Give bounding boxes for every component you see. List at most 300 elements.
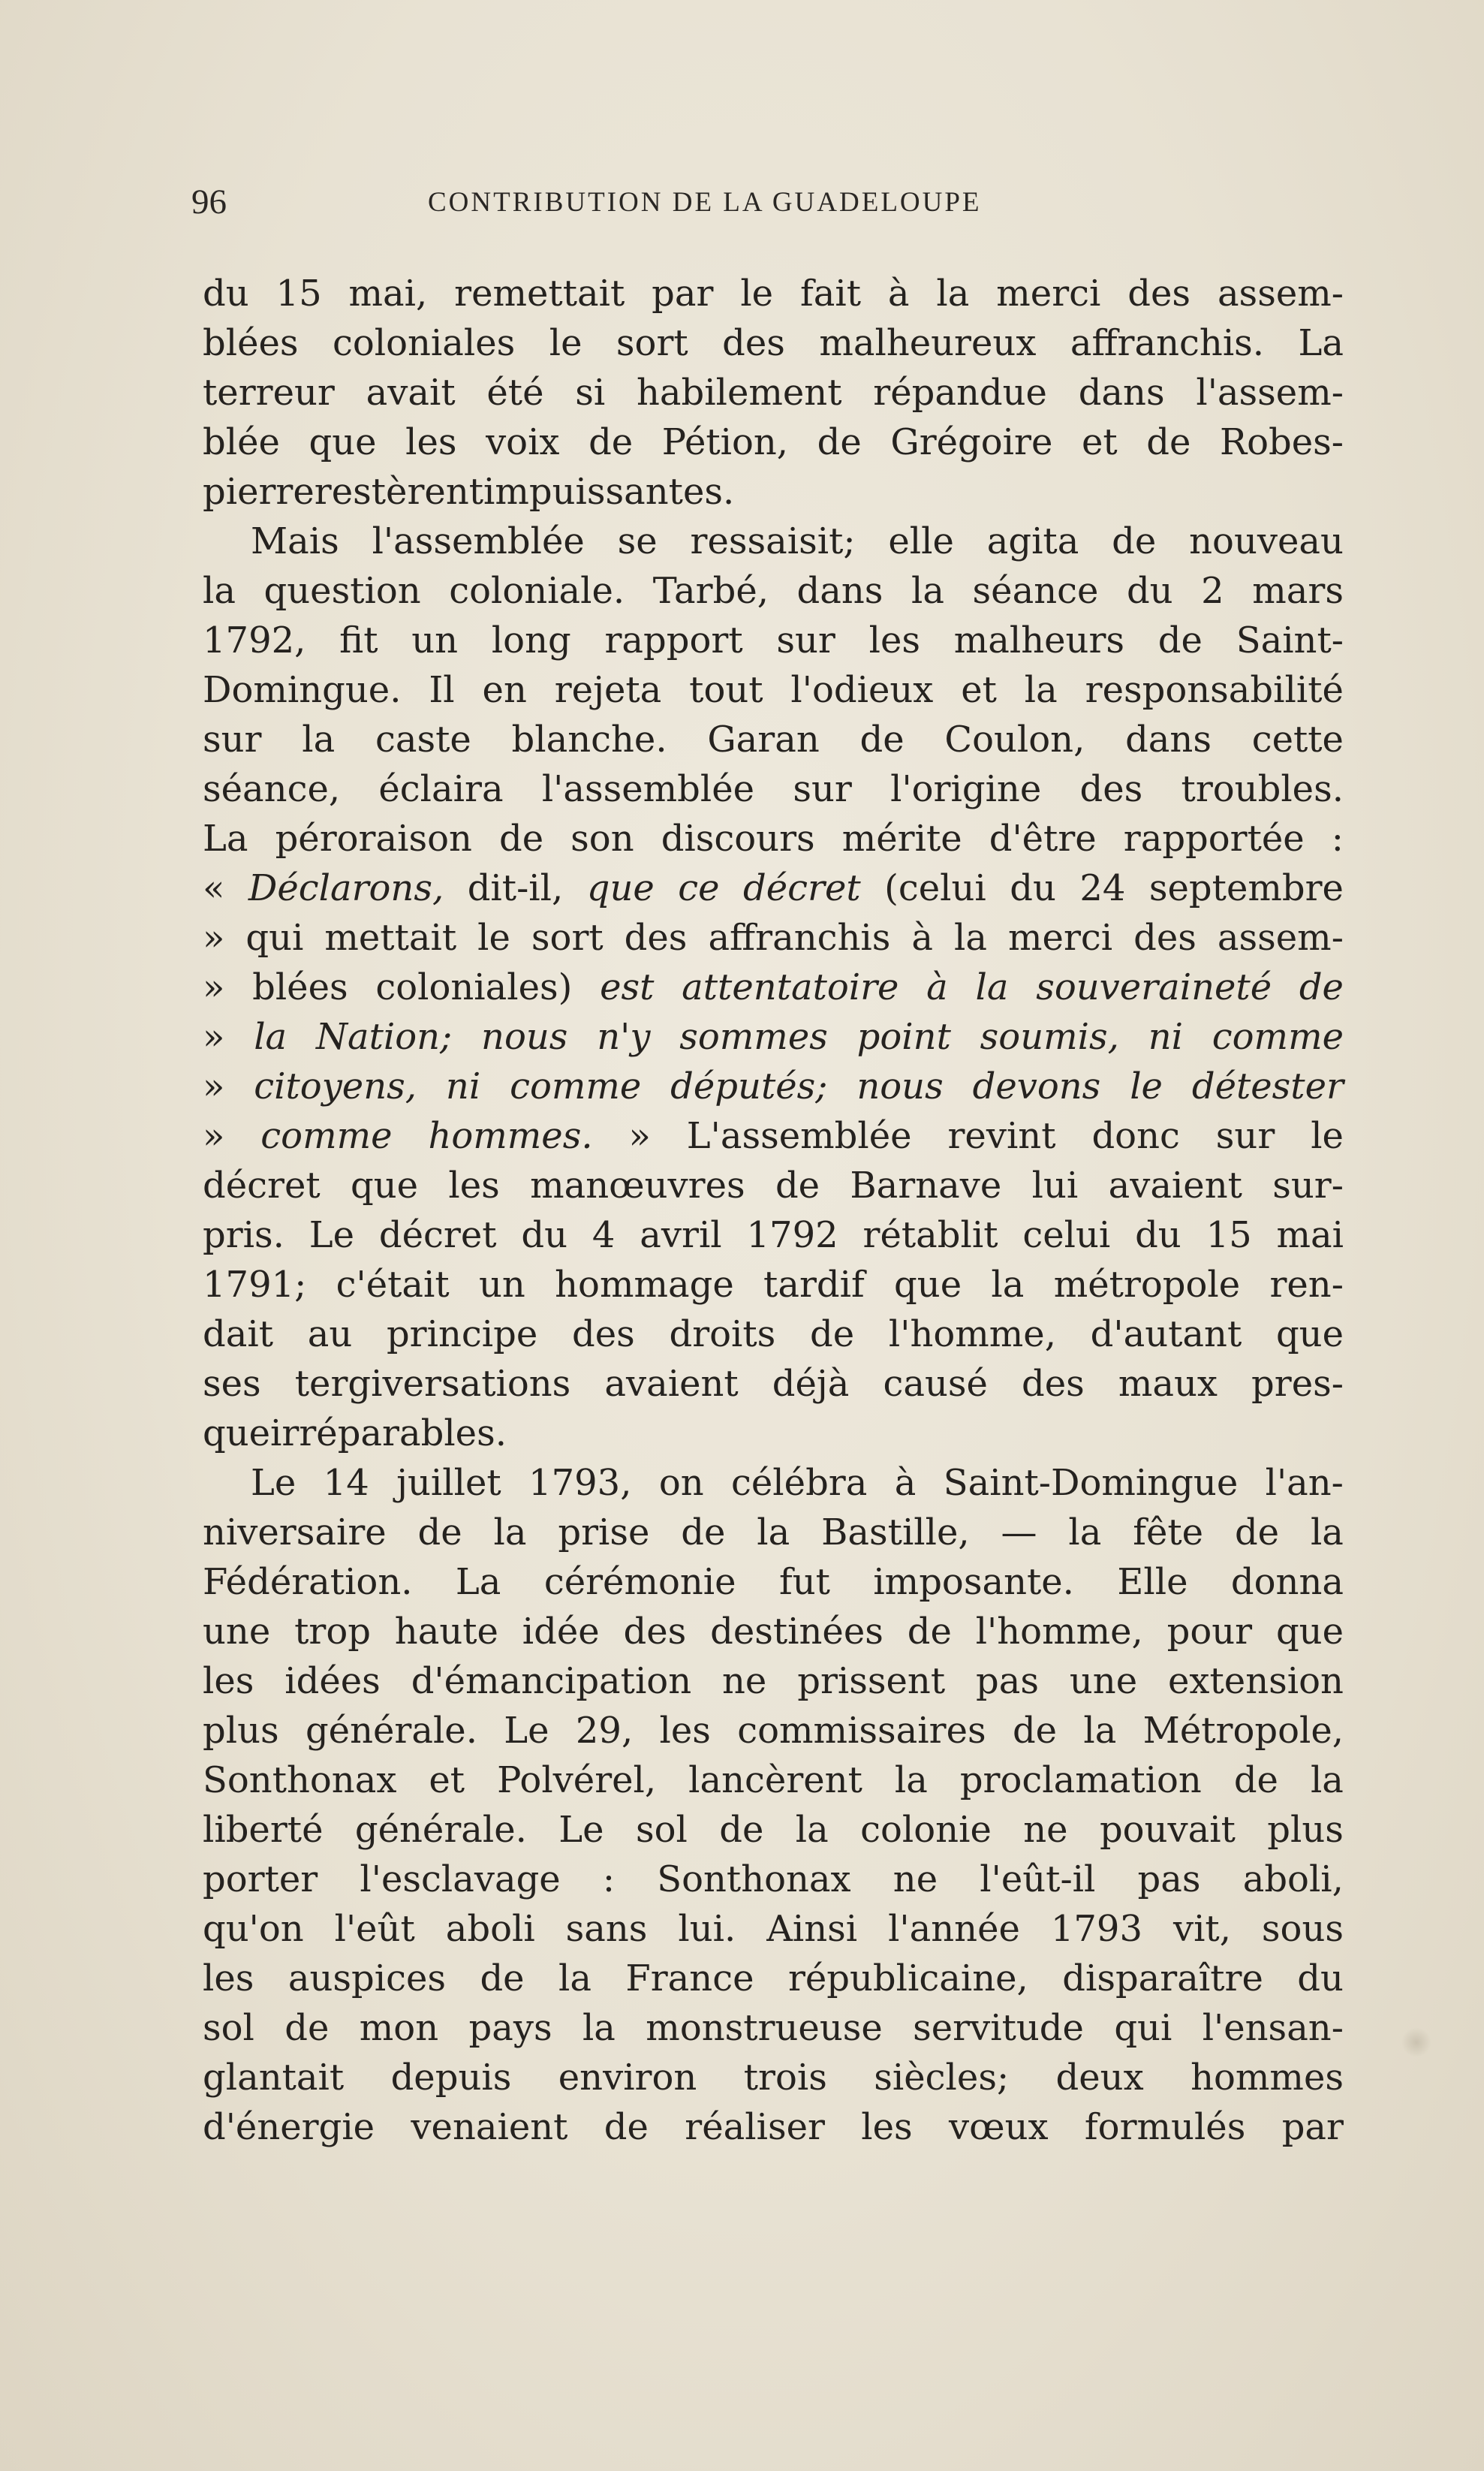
- word: comme: [510, 1065, 642, 1107]
- word: de: [604, 2106, 649, 2148]
- word: soumis,: [980, 1016, 1119, 1058]
- word: 29,: [575, 1710, 634, 1752]
- word: de: [719, 1809, 764, 1851]
- word: de: [284, 2007, 330, 2049]
- word: proclamation: [959, 1759, 1202, 1801]
- word: Elle: [1117, 1561, 1188, 1603]
- word: Mais: [251, 520, 339, 562]
- word: ne: [1023, 1809, 1068, 1851]
- word: plus: [1267, 1809, 1344, 1851]
- word: maux: [1118, 1363, 1218, 1405]
- word: d'émancipation: [411, 1660, 692, 1702]
- word: sol: [203, 2007, 254, 2049]
- word: Il: [429, 669, 455, 711]
- word: Domingue.: [203, 669, 402, 711]
- word: dit-il,: [467, 867, 564, 909]
- word: célébra: [731, 1462, 868, 1504]
- word: attentatoire: [682, 966, 899, 1008]
- word: fête: [1133, 1511, 1204, 1553]
- word: pas: [1137, 1858, 1201, 1900]
- word: Bastille,: [821, 1511, 970, 1553]
- word: 1792: [746, 1214, 838, 1256]
- word: ren-: [1269, 1264, 1344, 1306]
- word: de: [480, 1957, 525, 1999]
- word: la: [894, 1759, 928, 1801]
- word: point: [856, 1016, 951, 1058]
- word: coloniale.: [449, 570, 625, 612]
- text-line: [203, 2003, 1344, 2053]
- word: le: [477, 917, 510, 959]
- text-line: [203, 269, 1344, 318]
- word: coloniales: [332, 322, 516, 364]
- word: les: [405, 421, 457, 463]
- word: la: [911, 570, 944, 612]
- word: souveraineté: [1036, 966, 1272, 1008]
- word: 14: [323, 1462, 369, 1504]
- word: terreur: [203, 372, 335, 414]
- word: de: [1233, 1759, 1278, 1801]
- text-line: [203, 1557, 1344, 1607]
- word: nouveau: [1189, 520, 1344, 562]
- word: 1793,: [528, 1462, 632, 1504]
- word: de: [498, 818, 544, 860]
- word: la: [203, 570, 236, 612]
- text-line: [203, 1012, 1344, 1062]
- word: Le: [558, 1809, 604, 1851]
- word: coloniales): [375, 966, 573, 1008]
- word: assem-: [1217, 917, 1344, 959]
- word: comme: [260, 1115, 393, 1157]
- word: le: [1130, 1065, 1163, 1107]
- word: l'assemblée: [541, 768, 755, 810]
- word: au: [307, 1313, 353, 1355]
- word: Le: [309, 1214, 355, 1256]
- word: des: [1079, 768, 1143, 810]
- word: du: [1010, 867, 1056, 909]
- word: un: [411, 619, 459, 661]
- word: la: [757, 1511, 790, 1553]
- text-line: [203, 1954, 1344, 2003]
- word: tergiversations: [294, 1363, 571, 1405]
- word: 1791;: [203, 1264, 307, 1306]
- word: tout: [689, 669, 763, 711]
- word: du: [1297, 1957, 1344, 1999]
- word: 2: [1201, 570, 1224, 612]
- paper-stain: [1401, 2027, 1431, 2057]
- word: métropole: [1053, 1264, 1241, 1306]
- word: les: [659, 1710, 711, 1752]
- word: aboli: [445, 1908, 535, 1950]
- word: blanche.: [511, 719, 667, 761]
- word: du: [203, 273, 249, 315]
- word: siècles;: [874, 2057, 1010, 2099]
- text-line: [203, 1111, 1344, 1161]
- word: lui: [1031, 1165, 1079, 1207]
- word: ressaisit;: [690, 520, 856, 562]
- word: mai,: [348, 273, 428, 315]
- word: 15: [275, 273, 322, 315]
- word: hommes: [1191, 2057, 1344, 2099]
- word: servitude: [913, 2007, 1084, 2049]
- word: séance: [972, 570, 1099, 612]
- word: sommes: [679, 1016, 828, 1058]
- word: l'assem-: [1196, 372, 1344, 414]
- text-line: [203, 863, 1344, 913]
- text-line: [203, 467, 1344, 517]
- word: dans: [1078, 372, 1165, 414]
- word: mettait: [324, 917, 457, 959]
- word: Le: [251, 1462, 296, 1504]
- word: trop: [294, 1611, 371, 1653]
- word: députés;: [670, 1065, 828, 1107]
- word: Déclarons,: [248, 867, 444, 909]
- text-line: [203, 616, 1344, 665]
- word: »: [203, 1115, 225, 1157]
- word: d'être: [989, 818, 1097, 860]
- text-line: [203, 1161, 1344, 1210]
- word: qu'on: [203, 1908, 304, 1950]
- running-title: CONTRIBUTION DE LA GUADELOUPE: [428, 187, 982, 218]
- word: sans: [565, 1908, 648, 1950]
- word: avaient: [1108, 1165, 1242, 1207]
- word: lancèrent: [688, 1759, 862, 1801]
- word: elle: [888, 520, 954, 562]
- word: responsabilité: [1085, 669, 1344, 711]
- word: pierre: [203, 471, 315, 513]
- word: Barnave: [850, 1165, 1002, 1207]
- word: La: [1298, 322, 1344, 364]
- word: que: [350, 1165, 419, 1207]
- word: la: [991, 1264, 1025, 1306]
- word: l'odieux: [790, 669, 934, 711]
- word: affranchis: [708, 917, 891, 959]
- word: La: [203, 818, 248, 860]
- word: la: [1024, 669, 1058, 711]
- word: »: [203, 1065, 225, 1107]
- word: par: [1281, 2106, 1344, 2148]
- word: du: [521, 1214, 568, 1256]
- word: de: [588, 421, 634, 463]
- word: imposante.: [873, 1561, 1074, 1603]
- word: malheureux: [819, 322, 1037, 364]
- word: à: [926, 966, 948, 1008]
- word: réaliser: [685, 2106, 825, 2148]
- word: on: [658, 1462, 704, 1504]
- word: formulés: [1084, 2106, 1246, 2148]
- word: pris.: [203, 1214, 284, 1256]
- word: merci: [996, 273, 1101, 315]
- word: une: [1069, 1660, 1138, 1702]
- word: liberté: [203, 1809, 324, 1851]
- word: Ainsi: [766, 1908, 858, 1950]
- word: Coulon,: [944, 719, 1085, 761]
- word: Sonthonax: [657, 1858, 851, 1900]
- word: de: [681, 1511, 726, 1553]
- word: manœuvres: [530, 1165, 745, 1207]
- word: prissent: [797, 1660, 946, 1702]
- word: par: [652, 273, 714, 315]
- word: »: [628, 1115, 651, 1157]
- word: pres-: [1251, 1363, 1344, 1405]
- text-line: [203, 665, 1344, 715]
- word: Sonthonax: [203, 1759, 397, 1801]
- word: des: [624, 917, 688, 959]
- word: 4: [591, 1214, 616, 1256]
- word: la: [1083, 1710, 1117, 1752]
- word: impuissantes.: [483, 471, 735, 513]
- word: pas: [976, 1660, 1039, 1702]
- word: la: [975, 966, 1009, 1008]
- word: »: [203, 917, 225, 959]
- text-line: [203, 2102, 1344, 2152]
- word: malheurs: [953, 619, 1125, 661]
- word: de: [1012, 1710, 1058, 1752]
- word: porter: [203, 1858, 318, 1900]
- word: d'autant: [1090, 1313, 1242, 1355]
- word: Grégoire: [890, 421, 1053, 463]
- word: l'ensan-: [1202, 2007, 1344, 2049]
- word: l'eût-il: [980, 1858, 1096, 1900]
- word: (celui: [884, 867, 986, 909]
- word: la: [493, 1511, 527, 1553]
- word: le: [740, 273, 774, 315]
- word: mérite: [841, 818, 962, 860]
- text-line: [203, 1904, 1344, 1954]
- word: l'homme,: [975, 1611, 1143, 1653]
- word: que: [1275, 1313, 1344, 1355]
- word: de: [1234, 1511, 1280, 1553]
- word: mai: [1276, 1214, 1344, 1256]
- word: tardif: [763, 1264, 865, 1306]
- word: que: [309, 421, 377, 463]
- word: venaient: [411, 2106, 568, 2148]
- word: citoyens,: [254, 1065, 417, 1107]
- text-line: [203, 1359, 1344, 1409]
- text-line: [203, 1260, 1344, 1309]
- word: la: [1068, 1511, 1102, 1553]
- word: celui: [1022, 1214, 1111, 1256]
- text-line: [203, 1706, 1344, 1755]
- word: républicaine,: [787, 1957, 1028, 1999]
- word: des: [1127, 273, 1191, 315]
- word: donna: [1230, 1561, 1344, 1603]
- word: le: [549, 322, 582, 364]
- word: de: [817, 421, 862, 463]
- word: irréparables.: [270, 1412, 507, 1454]
- word: se: [617, 520, 658, 562]
- text-line: [203, 764, 1344, 814]
- word: sol: [635, 1809, 688, 1851]
- word: sur: [203, 719, 262, 761]
- word: rejeta: [554, 669, 662, 711]
- word: ce: [678, 867, 720, 909]
- word: en: [482, 669, 527, 711]
- word: auspices: [287, 1957, 446, 1999]
- word: depuis: [390, 2057, 512, 2099]
- word: »: [203, 1016, 225, 1058]
- word: que: [1275, 1611, 1344, 1653]
- word: la: [795, 1809, 829, 1851]
- word: un: [478, 1264, 525, 1306]
- word: lui.: [678, 1908, 736, 1950]
- word: décret: [743, 867, 861, 909]
- word: sous: [1261, 1908, 1344, 1950]
- word: des: [722, 322, 785, 364]
- word: cette: [1251, 719, 1344, 761]
- text-line: [203, 368, 1344, 417]
- word: Saint-: [1236, 619, 1344, 661]
- word: de: [417, 1511, 462, 1553]
- word: 1792,: [203, 619, 306, 661]
- word: de: [859, 719, 905, 761]
- word: les: [203, 1957, 254, 1999]
- word: les: [868, 619, 920, 661]
- word: Robes-: [1219, 421, 1344, 463]
- word: la: [1310, 1759, 1344, 1801]
- word: nous: [481, 1016, 568, 1058]
- word: comme: [1212, 1016, 1344, 1058]
- word: les: [203, 1660, 254, 1702]
- word: rapportée: [1123, 818, 1305, 860]
- word: la: [582, 2007, 616, 2049]
- word: devons: [972, 1065, 1101, 1107]
- word: sort: [531, 917, 604, 959]
- word: des: [1022, 1363, 1085, 1405]
- word: des: [1133, 917, 1197, 959]
- text-line: [203, 517, 1344, 566]
- text-line: [203, 913, 1344, 963]
- text-line: [203, 1458, 1344, 1508]
- word: nous: [856, 1065, 944, 1107]
- word: du: [1126, 570, 1173, 612]
- word: d'énergie: [203, 2106, 375, 2148]
- text-line: [203, 318, 1344, 368]
- word: l'homme,: [888, 1313, 1056, 1355]
- word: séance,: [203, 768, 341, 810]
- word: Garan: [707, 719, 820, 761]
- word: Fédération.: [203, 1561, 413, 1603]
- word: sur: [793, 768, 852, 810]
- word: une: [203, 1611, 271, 1653]
- text-line: [203, 1855, 1344, 1904]
- word: détester: [1191, 1065, 1344, 1107]
- word: et: [961, 669, 997, 711]
- word: rétablit: [862, 1214, 998, 1256]
- word: environ: [558, 2057, 697, 2099]
- word: vit,: [1172, 1908, 1231, 1950]
- word: monstrueuse: [646, 2007, 883, 2049]
- word: la: [936, 273, 970, 315]
- word: que: [586, 867, 655, 909]
- word: Saint-Domingue: [943, 1462, 1239, 1504]
- word: affranchis.: [1070, 322, 1265, 364]
- word: juillet: [396, 1462, 501, 1504]
- word: les: [448, 1165, 500, 1207]
- word: si: [575, 372, 606, 414]
- word: la: [954, 917, 988, 959]
- word: l'origine: [890, 768, 1042, 810]
- word: hommes.: [428, 1115, 593, 1157]
- word: cérémonie: [543, 1561, 736, 1603]
- word: idée: [522, 1611, 600, 1653]
- word: commissaires: [737, 1710, 986, 1752]
- word: trois: [743, 2057, 827, 2099]
- word: restèrent: [314, 471, 484, 513]
- word: décret: [378, 1214, 497, 1256]
- word: du: [1135, 1214, 1181, 1256]
- word: à: [894, 1462, 917, 1504]
- word: et: [1081, 421, 1118, 463]
- word: hommage: [555, 1264, 734, 1306]
- word: agita: [986, 520, 1079, 562]
- word: dans: [796, 570, 883, 612]
- word: mars: [1252, 570, 1344, 612]
- word: destinées: [710, 1611, 883, 1653]
- word: disparaître: [1062, 1957, 1263, 1999]
- word: Tarbé,: [652, 570, 769, 612]
- word: plus: [203, 1710, 279, 1752]
- word: ne: [722, 1660, 767, 1702]
- word: ne: [893, 1858, 938, 1900]
- word: l'esclavage: [360, 1858, 561, 1900]
- word: de: [1157, 619, 1203, 661]
- word: pays: [468, 2007, 552, 2049]
- word: qui: [1114, 2007, 1172, 2049]
- text-line: [203, 1656, 1344, 1706]
- word: les: [861, 2106, 913, 2148]
- text-line: [203, 814, 1344, 863]
- word: le: [1311, 1115, 1344, 1157]
- word: 1793: [1050, 1908, 1142, 1950]
- word: troubles.: [1181, 768, 1344, 810]
- word: Polvérel,: [497, 1759, 657, 1801]
- word: blée: [203, 421, 280, 463]
- word: ses: [203, 1363, 261, 1405]
- word: fut: [778, 1561, 830, 1603]
- word: :: [1331, 818, 1344, 860]
- text-line: [203, 1210, 1344, 1260]
- word: de: [907, 1611, 952, 1653]
- word: 24: [1079, 867, 1126, 909]
- word: de: [775, 1165, 820, 1207]
- word: habilement: [637, 372, 842, 414]
- word: colonie: [860, 1809, 992, 1851]
- word: extension: [1168, 1660, 1344, 1702]
- word: de: [1299, 966, 1344, 1008]
- text-line: [203, 1805, 1344, 1855]
- word: déjà: [772, 1363, 850, 1405]
- text-line: [203, 2053, 1344, 2102]
- word: l'eût: [334, 1908, 415, 1950]
- word: Pétion,: [661, 421, 789, 463]
- word: blées: [203, 322, 299, 364]
- word: glantait: [203, 2057, 345, 2099]
- word: assem-: [1217, 273, 1344, 315]
- text-line: [203, 1309, 1344, 1359]
- word: niversaire: [203, 1511, 387, 1553]
- word: sort: [616, 322, 688, 364]
- word: générale.: [354, 1809, 527, 1851]
- word: revint: [947, 1115, 1056, 1157]
- word: merci: [1008, 917, 1113, 959]
- word: à: [911, 917, 934, 959]
- word: mon: [359, 2007, 439, 2049]
- text-line: [203, 566, 1344, 616]
- word: n'y: [597, 1016, 651, 1058]
- word: pouvait: [1099, 1809, 1236, 1851]
- word: long: [491, 619, 571, 661]
- word: que: [894, 1264, 962, 1306]
